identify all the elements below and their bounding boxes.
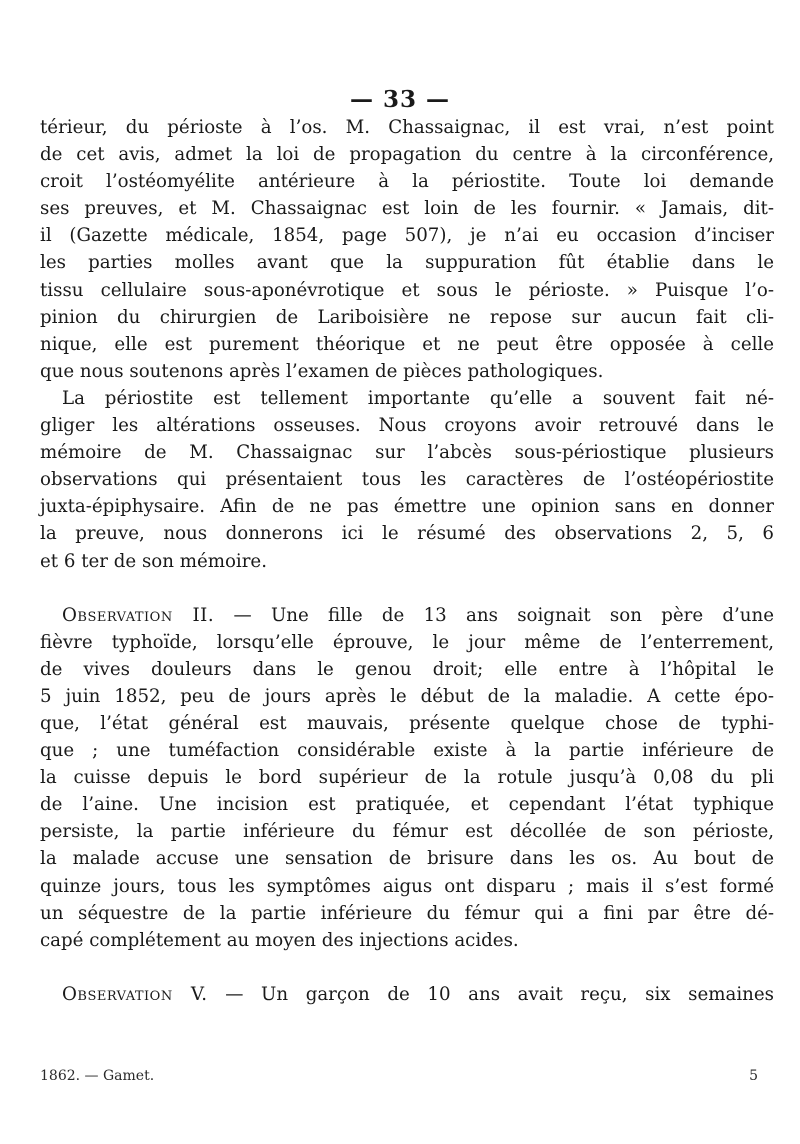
text-line: 5 juin 1852, peu de jours après le début de la maladie. A cette épo- bbox=[40, 685, 774, 707]
text-line: juxta-épiphysaire. Afin de ne pas émettre une opinion sans en donner bbox=[40, 496, 774, 518]
text-line: croit l’ostéomyélite antérieure à la périostite. Toute loi demande bbox=[40, 171, 774, 193]
text-line: la preuve, nous donnerons ici le résumé des observations 2, 5, 6 bbox=[40, 523, 774, 545]
text-line: et 6 ter de son mémoire. bbox=[40, 550, 267, 572]
observation-2 bbox=[40, 602, 774, 954]
text-line: que nous soutenons après l’examen de pièces pathologiques. bbox=[40, 360, 604, 382]
text-line: persiste, la partie inférieure du fémur est décollée de son périoste, bbox=[40, 821, 774, 843]
paragraph-1 bbox=[40, 114, 774, 385]
text-line: de cet avis, admet la loi de propagation du centre à la circonférence, bbox=[40, 144, 774, 166]
text-line: il (Gazette médicale, 1854, page 507), je n’ai eu occasion d’inciser bbox=[40, 225, 774, 247]
page-number: — 33 — bbox=[349, 86, 451, 113]
text-line: les parties molles avant que la suppuration fût établie dans le bbox=[40, 252, 774, 274]
footer-signature: 1862. — Gamet. bbox=[40, 1068, 155, 1084]
text-line: la cuisse depuis le bord supérieur de la rotule jusqu’à 0,08 du pli bbox=[40, 767, 774, 789]
text-line: fièvre typhoïde, lorsqu’elle éprouve, le jour même de l’enterrement, bbox=[40, 631, 774, 653]
text-fragment: — Une fille de 13 ans soignait son père d’une bbox=[233, 604, 774, 626]
text-line bbox=[40, 981, 774, 1008]
text-line: que, l’état général est mauvais, présente quelque chose de typhi- bbox=[40, 712, 774, 734]
observation-heading: Observation V. bbox=[62, 983, 208, 1005]
text-line: térieur, du périoste à l’os. M. Chassaignac, il est vrai, n’est point bbox=[40, 117, 774, 138]
text-line: un séquestre de la partie inférieure du fémur qui a fini par être dé- bbox=[40, 902, 774, 924]
text-line: observations qui présentaient tous les caractères de l’ostéopériostite bbox=[40, 469, 774, 491]
observation-5 bbox=[40, 981, 774, 1008]
paragraph-2 bbox=[40, 385, 774, 575]
text-line: de l’aine. Une incision est pratiquée, et cependant l’état typhique bbox=[40, 794, 774, 816]
text-line: gliger les altérations osseuses. Nous croyons avoir retrouvé dans le bbox=[40, 415, 774, 437]
text-line: pinion du chirurgien de Lariboisière ne repose sur aucun fait cli- bbox=[40, 306, 774, 328]
text-line: tissu cellulaire sous-aponévrotique et sous le périoste. » Puisque l’o- bbox=[40, 279, 774, 301]
text-line: capé complétement au moyen des injections acides. bbox=[40, 929, 519, 951]
body-text bbox=[40, 114, 774, 1008]
text-line: la malade accuse une sensation de brisure dans les os. Au bout de bbox=[40, 848, 774, 870]
text-line: que ; une tuméfaction considérable existe à la partie inférieure de bbox=[40, 740, 774, 762]
text-line bbox=[40, 602, 774, 629]
text-line: de vives douleurs dans le genou droit; elle entre à l’hôpital le bbox=[40, 658, 774, 680]
text-fragment: — Un garçon de 10 ans avait reçu, six semaines bbox=[225, 983, 774, 1005]
text-line: quinze jours, tous les symptômes aigus ont disparu ; mais il s’est formé bbox=[40, 875, 774, 897]
text-line: mémoire de M. Chassaignac sur l’abcès sous-périostique plusieurs bbox=[40, 442, 774, 464]
observation-heading: Observation II. bbox=[62, 604, 215, 626]
signature-mark: 5 bbox=[749, 1068, 758, 1084]
text-line: ses preuves, et M. Chassaignac est loin de les fournir. « Jamais, dit- bbox=[40, 198, 774, 220]
text-line: La périostite est tellement importante qu’elle a souvent fait né- bbox=[62, 387, 774, 409]
text-line: nique, elle est purement théorique et ne peut être opposée à celle bbox=[40, 333, 774, 355]
